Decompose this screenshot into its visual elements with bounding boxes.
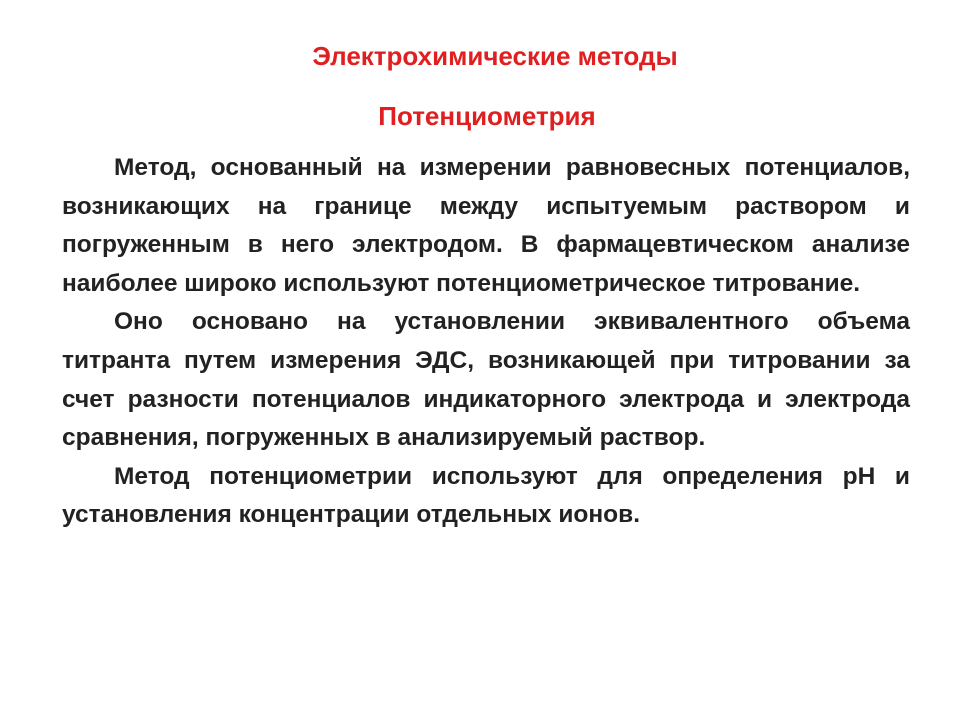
slide-subtitle: Потенциометрия: [378, 101, 596, 131]
slide-title: Электрохимические методы: [312, 41, 678, 71]
slide-body: [62, 149, 910, 535]
paragraph-definition: Метод, основанный на измерении равновесных потенциалов, возникающих на границе между испытуемым раствором и погруженным в него электродом. В фармацевтическом анализе наиболее широко используют потенциометрическое титрование.: [62, 154, 910, 297]
paragraph-application: Метод потенциометрии используют для определения рН и установления концентрации отдельных ионов.: [62, 462, 910, 529]
paragraph-principle: Оно основано на установлении эквивалентного объема титранта путем измерения ЭДС, возникающей при титровании за счет разности потенциалов индикаторного электрода и электрода сравнения, погруженных в анализируемый раствор.: [62, 308, 910, 452]
